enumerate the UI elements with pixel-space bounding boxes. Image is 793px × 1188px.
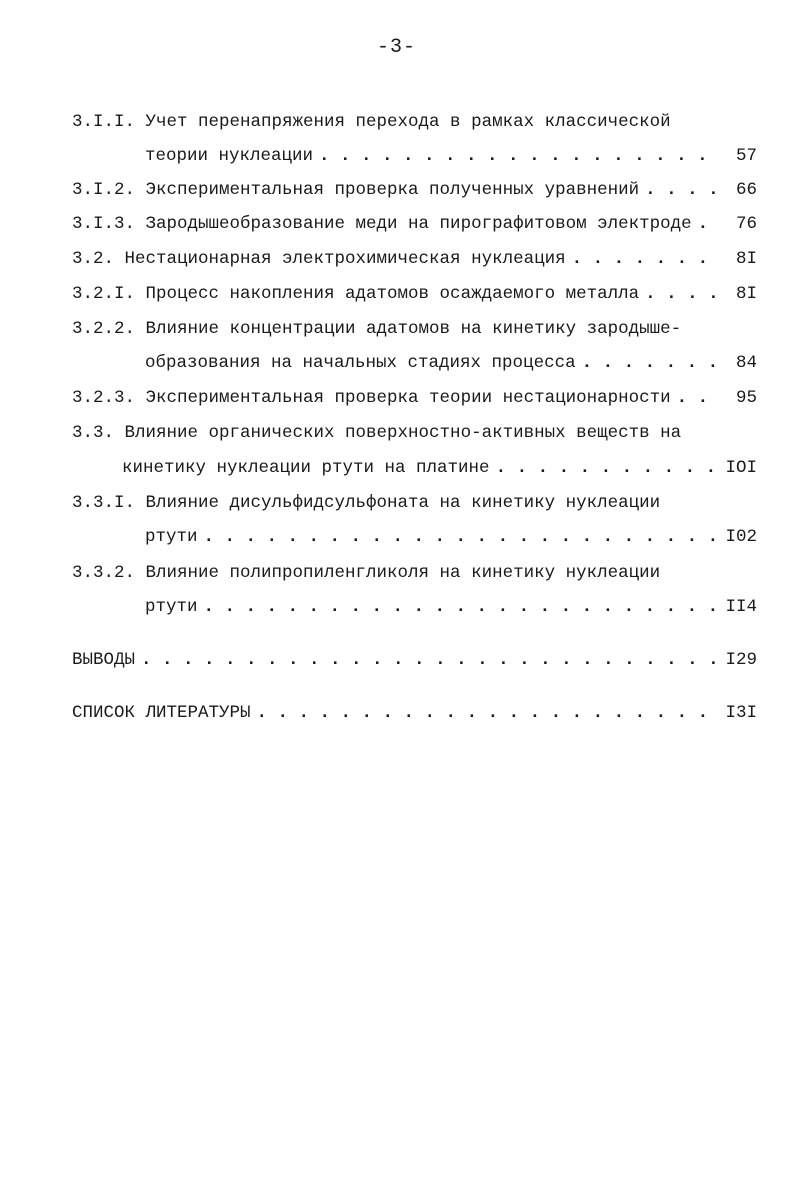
- toc-entry-text: образования на начальных стадиях процесса: [145, 353, 576, 373]
- dot-leader: [639, 175, 721, 205]
- dot-leader: [639, 279, 721, 309]
- page-number: -3-: [376, 36, 416, 59]
- toc-entry-3-2-2-line-1: 3.2.2. Влияние концентрации адатомов на кинетику зародыше-: [72, 319, 682, 339]
- dot-leader: [251, 698, 721, 728]
- toc-entry-text: 3.2.I. Процесс накопления адатомов осаждаемого металла: [72, 284, 640, 304]
- toc-entry-references: [72, 698, 757, 728]
- toc-entry-conclusions: [72, 645, 757, 675]
- toc-entry-3-3-1-line-1: 3.3.I. Влияние дисульфидсульфоната на кинетику нуклеации: [72, 493, 661, 513]
- toc-entry-3-3-line-2: [122, 453, 757, 483]
- dot-leader: [135, 645, 721, 675]
- toc-entry-text: ртути: [145, 527, 198, 547]
- toc-entry-3-2: [72, 244, 757, 274]
- toc-entry-3-2-1: [72, 279, 757, 309]
- dot-leader: [566, 244, 721, 274]
- toc-entry-3-2-2-line-2: [145, 348, 757, 378]
- toc-entry-3-3-2-line-2: [145, 592, 757, 622]
- dot-leader: [692, 209, 721, 239]
- toc-entry-3-1-1-line-1: 3.I.I. Учет перенапряжения перехода в рамках классической: [72, 112, 671, 132]
- dot-leader: [671, 383, 721, 413]
- toc-entry-3-1-3: [72, 209, 757, 239]
- toc-entry-text: 3.2.3. Экспериментальная проверка теории нестационарности: [72, 388, 671, 408]
- toc-page-number: 57: [735, 146, 757, 166]
- toc-entry-text: 3.I.3. Зародышеобразование меди на пирографитовом электроде: [72, 214, 692, 234]
- toc-entry-text: 3.2. Нестационарная электрохимическая нуклеация: [72, 249, 566, 269]
- toc-entry-text: ртути: [145, 597, 198, 617]
- toc-entry-text: СПИСОК ЛИТЕРАТУРЫ: [72, 703, 251, 723]
- dot-leader: [198, 592, 721, 622]
- dot-leader: [490, 453, 721, 483]
- toc-page-number: II4: [725, 597, 757, 617]
- dot-leader: [198, 522, 721, 552]
- toc-entry-3-3-line-1: 3.3. Влияние органических поверхностно-активных веществ на: [72, 423, 682, 443]
- dot-leader: [313, 141, 721, 171]
- toc-entry-text: 3.I.2. Экспериментальная проверка полученных уравнений: [72, 180, 640, 200]
- toc-entry-3-1-1-line-2: [145, 141, 757, 171]
- toc-entry-3-1-2: [72, 175, 757, 205]
- toc-page-number: IOI: [725, 458, 757, 478]
- toc-entry-text: теории нуклеации: [145, 146, 314, 166]
- dot-leader: [576, 348, 721, 378]
- toc-entry-3-3-2-line-1: 3.3.2. Влияние полипропиленгликоля на кинетику нуклеации: [72, 563, 661, 583]
- toc-entry-3-3-1-line-2: [145, 522, 757, 552]
- toc-entry-3-2-3: [72, 383, 757, 413]
- toc-page-number: 66: [735, 180, 757, 200]
- toc-page-number: 76: [735, 214, 757, 234]
- toc-page-number: I02: [725, 527, 757, 547]
- toc-page-number: I29: [725, 650, 757, 670]
- toc-page-number: I3I: [725, 703, 757, 723]
- toc-page-number: 84: [735, 353, 757, 373]
- toc-page-number: 8I: [735, 249, 757, 269]
- toc-page-number: 95: [735, 388, 757, 408]
- toc-entry-text: кинетику нуклеации ртути на платине: [122, 458, 490, 478]
- toc-page-number: 8I: [735, 284, 757, 304]
- toc-entry-text: ВЫВОДЫ: [72, 650, 136, 670]
